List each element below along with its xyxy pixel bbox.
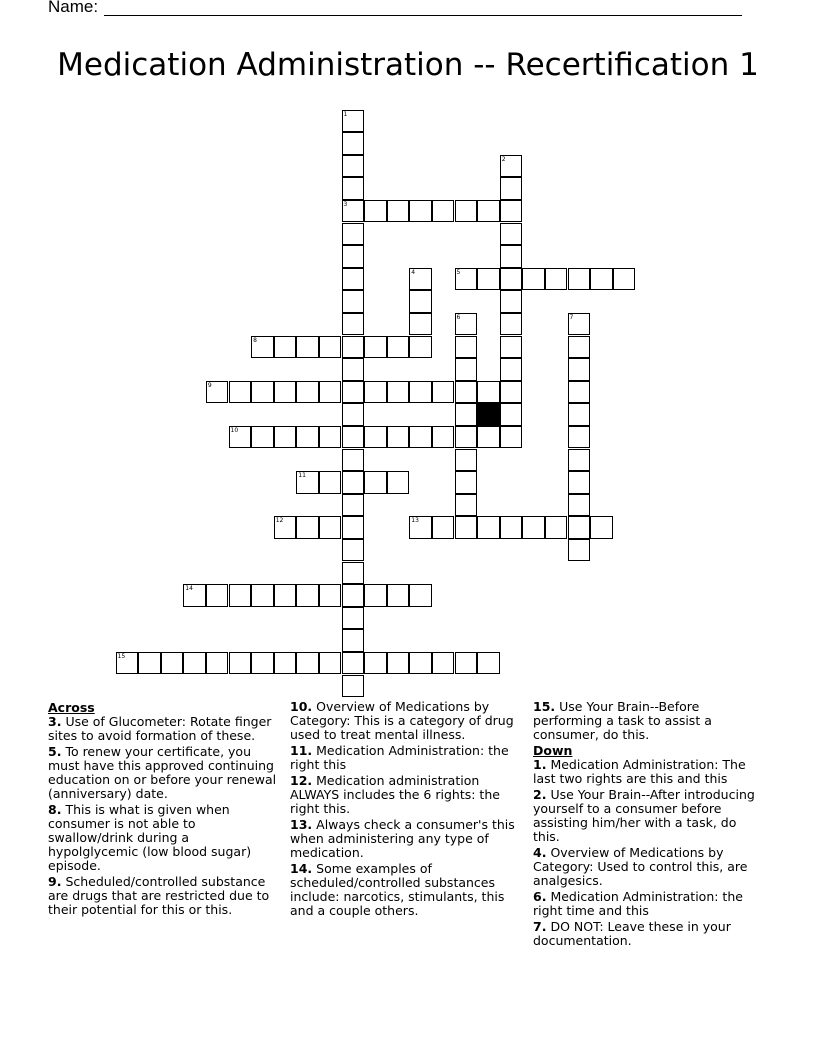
clue-down-6: 6. Medication Administration: the right time and this [533, 889, 743, 918]
grid-cell[interactable] [387, 200, 410, 223]
grid-cell[interactable] [342, 268, 365, 291]
grid-cell[interactable] [342, 132, 365, 155]
grid-cell[interactable] [568, 268, 591, 291]
grid-cell[interactable] [545, 268, 568, 291]
clue-across-10: 10. Overview of Medications by Category: This is a category of drug used to treat mental illness. [290, 699, 514, 742]
grid-cell[interactable] [455, 268, 478, 291]
grid-cell[interactable] [500, 381, 523, 404]
grid-cell[interactable] [477, 652, 500, 675]
grid-cell[interactable] [274, 336, 297, 359]
clue-across-5: 5. To renew your certificate, you must have this approved continuing education on or before your renewal (anniversary) date. [48, 744, 277, 801]
grid-cell[interactable] [342, 539, 365, 562]
grid-cell[interactable] [455, 403, 478, 426]
grid-cell[interactable] [500, 426, 523, 449]
grid-cell[interactable] [296, 426, 319, 449]
grid-cell[interactable] [319, 426, 342, 449]
grid-cell[interactable] [229, 426, 252, 449]
grid-cell[interactable] [455, 426, 478, 449]
grid-cell[interactable] [342, 336, 365, 359]
grid-cell[interactable] [251, 336, 274, 359]
grid-cell[interactable] [500, 155, 523, 178]
clue-number: 6 [456, 313, 461, 321]
grid-cell[interactable] [432, 426, 455, 449]
grid-cell[interactable] [274, 652, 297, 675]
grid-cell[interactable] [138, 652, 161, 675]
grid-cell[interactable] [319, 516, 342, 539]
clue-number: 15 [117, 652, 126, 660]
grid-cell[interactable] [500, 290, 523, 313]
grid-cell[interactable] [274, 381, 297, 404]
grid-cell[interactable] [409, 516, 432, 539]
grid-cell[interactable] [568, 381, 591, 404]
grid-cell[interactable] [342, 516, 365, 539]
grid-cell[interactable] [409, 584, 432, 607]
grid-cell[interactable] [364, 336, 387, 359]
grid-cell[interactable] [364, 471, 387, 494]
grid-cell[interactable] [409, 652, 432, 675]
clue-number: 9 [207, 381, 212, 389]
clue-down-1: 1. Medication Administration: The last two rights are this and this [533, 757, 746, 786]
grid-cell[interactable] [319, 336, 342, 359]
grid-cell[interactable] [342, 449, 365, 472]
clue-across-12: 12. Medication administration ALWAYS includes the 6 rights: the right this. [290, 773, 500, 816]
grid-cell[interactable] [500, 177, 523, 200]
clue-number: 14 [185, 585, 193, 593]
clue-across-13: 13. Always check a consumer's this when administering any type of medication. [290, 817, 515, 860]
grid-cell[interactable] [229, 652, 252, 675]
grid-cell[interactable] [364, 652, 387, 675]
clue-across-9: 9. Scheduled/controlled substance are drugs that are restricted due to their potential for this or this. [48, 874, 270, 917]
grid-cell[interactable] [342, 200, 365, 223]
grid-cell[interactable] [342, 403, 365, 426]
grid-cell[interactable] [251, 584, 274, 607]
grid-cell[interactable] [364, 426, 387, 449]
grid-cell[interactable] [500, 268, 523, 291]
clue-across-14: 14. Some examples of scheduled/controlled substances include: narcotics, stimulants, this and a couple others. [290, 861, 505, 918]
grid-cell[interactable] [319, 584, 342, 607]
grid-cell[interactable] [568, 403, 591, 426]
grid-cell[interactable] [568, 449, 591, 472]
grid-cell[interactable] [500, 223, 523, 246]
grid-cell[interactable] [387, 381, 410, 404]
grid-cell[interactable] [477, 200, 500, 223]
grid-cell[interactable] [568, 471, 591, 494]
grid-cell[interactable] [387, 652, 410, 675]
clue-across-8: 8. This is what is given when consumer is not able to swallow/drink during a hypolglycemic (low blood sugar) episode. [48, 802, 252, 873]
grid-cell[interactable] [296, 336, 319, 359]
grid-cell[interactable] [342, 584, 365, 607]
grid-cell[interactable] [319, 652, 342, 675]
grid-cell[interactable] [274, 516, 297, 539]
grid-cell[interactable] [522, 516, 545, 539]
grid-cell[interactable] [455, 381, 478, 404]
clue-number: 1 [343, 110, 348, 118]
grid-cell[interactable] [455, 516, 478, 539]
grid-cell[interactable] [229, 584, 252, 607]
grid-cell[interactable] [432, 516, 455, 539]
grid-cell[interactable] [183, 652, 206, 675]
grid-cell[interactable] [342, 223, 365, 246]
grid-cell[interactable] [342, 652, 365, 675]
grid-cell[interactable] [409, 426, 432, 449]
grid-cell[interactable] [206, 652, 229, 675]
grid-cell[interactable] [568, 358, 591, 381]
grid-cell[interactable] [590, 268, 613, 291]
grid-cell[interactable] [342, 358, 365, 381]
grid-cell[interactable] [477, 426, 500, 449]
grid-cell[interactable] [432, 652, 455, 675]
grid-cell[interactable] [455, 200, 478, 223]
clue-number: 4 [411, 268, 416, 276]
grid-cell[interactable] [568, 539, 591, 562]
grid-cell[interactable] [319, 381, 342, 404]
grid-cell[interactable] [342, 110, 365, 133]
grid-cell[interactable] [229, 381, 252, 404]
grid-cell[interactable] [296, 381, 319, 404]
grid-cell[interactable] [455, 652, 478, 675]
grid-cell[interactable] [296, 652, 319, 675]
grid-cell[interactable] [161, 652, 184, 675]
grid-cell[interactable] [477, 268, 500, 291]
grid-cell[interactable] [342, 245, 365, 268]
grid-cell[interactable] [342, 381, 365, 404]
grid-cell[interactable] [568, 426, 591, 449]
clues-column-3 [533, 700, 765, 950]
grid-cell[interactable] [183, 584, 206, 607]
grid-cell[interactable] [477, 516, 500, 539]
grid-block [477, 403, 500, 426]
grid-cell[interactable] [364, 584, 387, 607]
clue-down-7: 7. DO NOT: Leave these in your documentation. [533, 919, 731, 948]
clue-number: 11 [298, 472, 306, 480]
grid-cell[interactable] [342, 155, 365, 178]
grid-cell[interactable] [296, 471, 319, 494]
grid-cell[interactable] [432, 381, 455, 404]
grid-cell[interactable] [500, 336, 523, 359]
grid-cell[interactable] [364, 381, 387, 404]
grid-cell[interactable] [409, 268, 432, 291]
grid-cell[interactable] [342, 494, 365, 517]
clue-across-3: 3. Use of Glucometer: Rotate finger sites to avoid formation of these. [48, 714, 272, 743]
grid-cell[interactable] [568, 313, 591, 336]
grid-cell[interactable] [387, 336, 410, 359]
grid-cell[interactable] [342, 607, 365, 630]
grid-cell[interactable] [568, 336, 591, 359]
grid-cell[interactable] [477, 381, 500, 404]
clue-number: 2 [501, 155, 506, 163]
clue-number: 12 [275, 517, 284, 525]
grid-cell[interactable] [455, 358, 478, 381]
grid-cell[interactable] [455, 449, 478, 472]
grid-cell[interactable] [432, 200, 455, 223]
grid-cell[interactable] [342, 629, 365, 652]
clue-down-4: 4. Overview of Medications by Category: Used to control this, are analgesics. [533, 845, 748, 888]
grid-cell[interactable] [455, 336, 478, 359]
grid-cell[interactable] [500, 200, 523, 223]
grid-cell[interactable] [455, 313, 478, 336]
clues-column-2 [290, 700, 522, 920]
grid-cell[interactable] [500, 358, 523, 381]
grid-cell[interactable] [409, 381, 432, 404]
grid-cell[interactable] [116, 652, 139, 675]
grid-cell[interactable] [500, 245, 523, 268]
grid-cell[interactable] [387, 471, 410, 494]
clue-number: 3 [343, 200, 348, 208]
grid-cell[interactable] [568, 494, 591, 517]
clues-column-1 [48, 700, 280, 919]
grid-cell[interactable] [342, 177, 365, 200]
grid-cell[interactable] [409, 313, 432, 336]
grid-cell[interactable] [206, 584, 229, 607]
clue-down-2: 2. Use Your Brain--After introducing yourself to a consumer before assisting him/her with a task, do this. [533, 787, 755, 844]
grid-cell[interactable] [387, 426, 410, 449]
grid-cell[interactable] [342, 290, 365, 313]
grid-cell[interactable] [500, 313, 523, 336]
grid-cell[interactable] [522, 268, 545, 291]
grid-cell[interactable] [409, 290, 432, 313]
grid-cell[interactable] [206, 381, 229, 404]
clue-number: 5 [456, 268, 461, 276]
grid-cell[interactable] [251, 381, 274, 404]
grid-cell[interactable] [342, 313, 365, 336]
grid-cell[interactable] [613, 268, 636, 291]
grid-cell[interactable] [409, 200, 432, 223]
grid-cell[interactable] [251, 652, 274, 675]
clue-across-15: 15. Use Your Brain--Before performing a task to assist a consumer, do this. [533, 699, 712, 742]
down-heading: Down [533, 743, 573, 758]
grid-cell[interactable] [409, 336, 432, 359]
grid-cell[interactable] [319, 471, 342, 494]
grid-cell[interactable] [455, 471, 478, 494]
page-title: Medication Administration -- Recertification 1 [57, 47, 759, 83]
grid-cell[interactable] [590, 516, 613, 539]
grid-cell[interactable] [364, 200, 387, 223]
grid-cell[interactable] [545, 516, 568, 539]
clue-number: 13 [411, 517, 419, 525]
across-heading: Across [48, 700, 95, 715]
grid-cell[interactable] [387, 584, 410, 607]
clue-across-11: 11. Medication Administration: the right this [290, 743, 509, 772]
grid-cell[interactable] [342, 562, 365, 585]
name-label: Name: [48, 0, 99, 16]
grid-cell[interactable] [296, 584, 319, 607]
grid-cell[interactable] [274, 426, 297, 449]
grid-cell[interactable] [342, 426, 365, 449]
grid-cell[interactable] [342, 471, 365, 494]
clue-number: 10 [230, 426, 239, 434]
grid-cell[interactable] [455, 494, 478, 517]
grid-cell[interactable] [274, 584, 297, 607]
clue-number: 7 [569, 313, 574, 321]
grid-cell[interactable] [500, 403, 523, 426]
grid-cell[interactable] [568, 516, 591, 539]
grid-cell[interactable] [342, 675, 365, 698]
grid-cell[interactable] [296, 516, 319, 539]
clue-number: 8 [253, 336, 257, 344]
grid-cell[interactable] [251, 426, 274, 449]
grid-cell[interactable] [500, 516, 523, 539]
